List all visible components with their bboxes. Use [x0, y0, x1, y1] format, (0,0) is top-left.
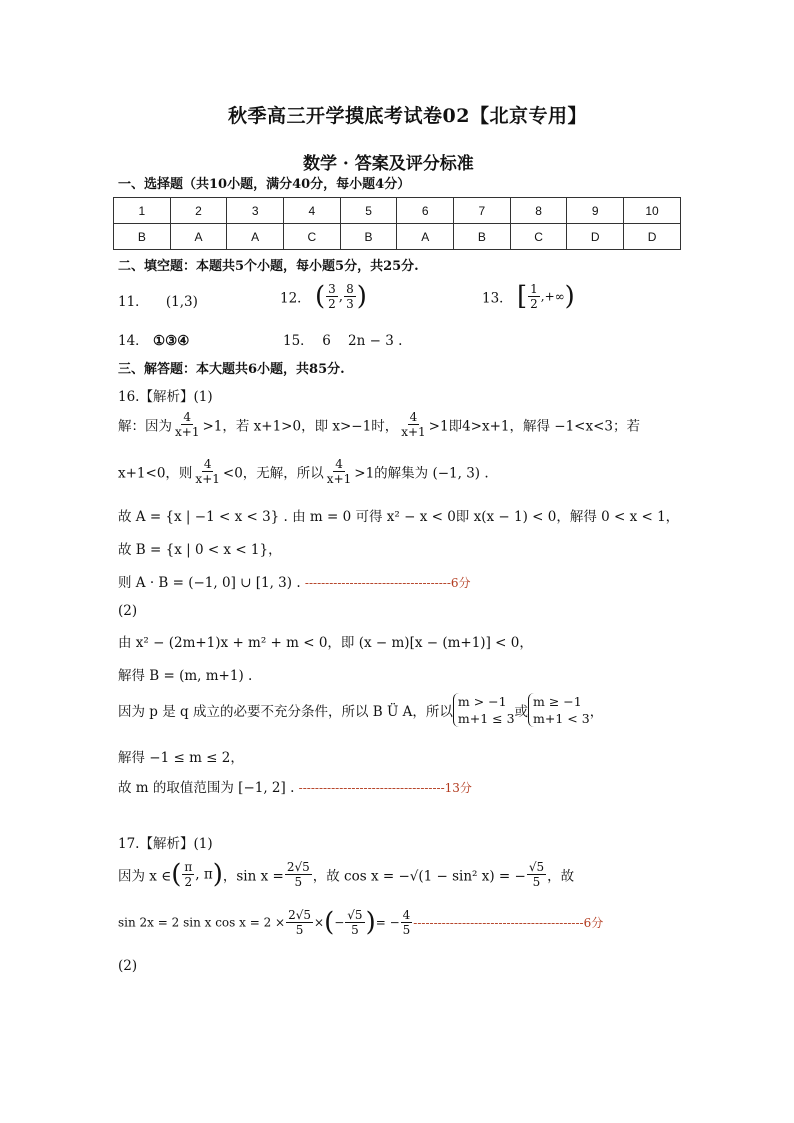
- fill-q12: 12． ( $\frac{3}{2}$ , $\frac{8}{3}$ ): [280, 281, 367, 312]
- answer-table-number-cell: 9: [567, 198, 624, 224]
- q16-line-10: 故 m 的取值范围为 [−1, 2] . ------------------------------------13分: [118, 780, 472, 796]
- answer-table-number-cell: 5: [340, 198, 397, 224]
- page-title: 秋季高三开学摸底考试卷02【北京专用】: [228, 105, 587, 127]
- q16-score-6: ------------------------------------6分: [304, 576, 471, 590]
- q16-line-5: 则 A · B = (−1, 0] ∪ [1, 3) . ------------------------------------6分: [118, 575, 471, 591]
- q16-line-4: 故 B = {x | 0 < x < 1}，: [118, 542, 282, 558]
- q16-system-1: m > −1 m+1 ≤ 3: [453, 693, 515, 727]
- q17-line-2: sin 2x = 2 sin x cos x = 2 × $\frac{2√5}{5}$ ×(− $\frac{√5}{5}$ )= − $\frac{4}{5}$ ------------------------------------------6分: [118, 907, 604, 938]
- answer-table-number-cell: 10: [624, 198, 681, 224]
- answer-table-answer-cell: A: [170, 224, 227, 250]
- answer-table-number-cell: 6: [397, 198, 454, 224]
- fill-q15: 15． 6 2n − 3 .: [283, 333, 403, 349]
- fill-q14-answer: ①③④: [152, 333, 190, 349]
- q16-line-3: 故 A = {x | −1 < x < 3} . 由 m = 0 可得 x² − x < 0即 x(x − 1) < 0，解得 0 < x < 1，: [118, 509, 680, 525]
- q16-line-7: 解得 B = (m, m+1) .: [118, 668, 253, 684]
- q17-line-1: 因为 x ∈( $\frac{\pi}{2}$ , π)，sin x = $\frac{2√5}{5}$ ，故 cos x = −√(1 − sin² x) = − $\frac{√5}{5}$ ，故: [118, 859, 575, 890]
- answer-table-answer-cell: A: [227, 224, 284, 250]
- answer-table-answer-cell: D: [567, 224, 624, 250]
- q16-line-6: 由 x² − (2m+1)x + m² + m < 0，即 (x − m)[x − (m+1)] < 0，: [118, 635, 533, 651]
- fill-q13: 13． [ $\frac{1}{2}$ ,+∞): [482, 281, 575, 312]
- answer-table-answer-cell: B: [114, 224, 171, 250]
- answer-table-answer-cell: D: [624, 224, 681, 250]
- answer-table-number-cell: 1: [114, 198, 171, 224]
- page-subtitle: 数学 · 答案及评分标准: [303, 154, 474, 174]
- answer-table-answer-cell: C: [510, 224, 567, 250]
- answer-table-number-cell: 4: [284, 198, 341, 224]
- fill-q14: 14． ①③④: [118, 333, 190, 349]
- answer-table-answers-row: [114, 224, 681, 250]
- q16-system-2: m ≥ −1 m+1 < 3: [528, 693, 590, 727]
- answer-table-answer-cell: B: [340, 224, 397, 250]
- q16-line-8: 因为 p 是 q 成立的必要不充分条件，所以 B Ü A，所以 m > −1 m+1 ≤ 3 或 m ≥ −1 m+1 < 3 ，: [118, 694, 604, 726]
- q16-header: 16.【解析】(1): [118, 389, 213, 405]
- q16-part-2: (2): [118, 603, 138, 619]
- answer-table-answer-cell: B: [454, 224, 511, 250]
- fill-q11: 11． (1,3): [118, 294, 198, 310]
- answer-table: [113, 197, 681, 250]
- q16-line-1: 解：因为 $\frac{4}{x+1}$ >1，若 x+1>0，即 x>−1时， $\frac{4}{x+1}$ >1即4>x+1，解得 −1<x<3；若: [118, 410, 641, 439]
- answer-table-numbers-row: [114, 198, 681, 224]
- answer-table-number-cell: 7: [454, 198, 511, 224]
- q16-score-13: ------------------------------------13分: [298, 781, 472, 795]
- q17-part-2: (2): [118, 958, 138, 974]
- q16-line-9: 解得 −1 ≤ m ≤ 2，: [118, 750, 244, 766]
- answer-table-answer-cell: C: [284, 224, 341, 250]
- section-choice-heading: 一、选择题（共10小题，满分40分，每小题4分）: [118, 177, 411, 192]
- q16-line-2: x+1<0，则 $\frac{4}{x+1}$ <0，无解，所以 $\frac{4}{x+1}$ >1的解集为 (−1, 3) .: [118, 457, 489, 486]
- fill-q11-answer: (1,3): [165, 294, 198, 310]
- answer-table-number-cell: 8: [510, 198, 567, 224]
- answer-table-number-cell: 3: [227, 198, 284, 224]
- q17-score-6: ------------------------------------------6分: [413, 916, 604, 930]
- q17-header: 17.【解析】(1): [118, 836, 213, 852]
- section-fill-heading: 二、填空题：本题共5个小题，每小题5分，共25分.: [118, 259, 419, 274]
- answer-table-number-cell: 2: [170, 198, 227, 224]
- answer-table-answer-cell: A: [397, 224, 454, 250]
- section-solution-heading: 三、解答题：本大题共6小题，共85分.: [118, 362, 345, 377]
